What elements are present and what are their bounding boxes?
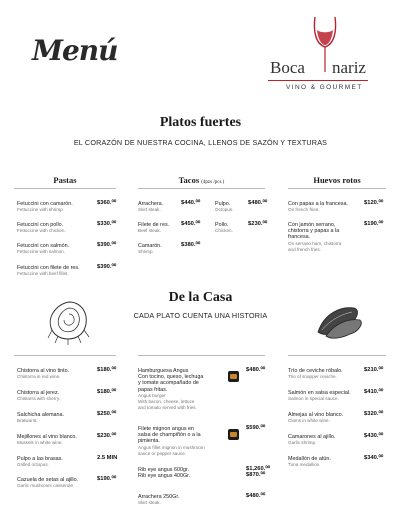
menu-item-price: $190.⁰⁰ xyxy=(364,221,384,227)
menu-item-name: Arrachera. xyxy=(138,201,164,207)
tacos-note: (4pzs /pcs.) xyxy=(201,180,225,185)
menu-item-description: Angus fillet mignon in mushroom sauce or pepper sauce. xyxy=(138,444,205,456)
menu-item xyxy=(288,201,348,213)
huevos-title: Huevos rotos xyxy=(313,175,361,185)
menu-item xyxy=(215,222,233,234)
menu-item-description: On french fries. xyxy=(288,207,320,213)
menu-item xyxy=(138,494,179,506)
brand-subtitle: VINO & GOURMET xyxy=(286,84,363,91)
menu-item-name: Chistorra al vino tinto. xyxy=(17,368,70,374)
platos-fuertes-subtitle: EL CORAZÓN DE NUESTRA COCINA, LLENOS DE SAZÓN Y TEXTURAS xyxy=(73,138,328,147)
menu-item-name: Con jamón serrano, chistorra y papas a la francesa. xyxy=(288,222,340,241)
menu-item-name: Cazuela de setas al ajillo. xyxy=(17,477,79,483)
menu-item-price: $480.⁰⁰ xyxy=(246,367,266,373)
tacos-label: Tacos xyxy=(178,175,200,185)
huevos-rule xyxy=(288,188,386,189)
menu-item-name: Filete de res. xyxy=(138,222,170,228)
menu-item-name: Camarón. xyxy=(138,243,162,249)
menu-item xyxy=(138,243,162,255)
menu-item-description: Chistorra in red wine. xyxy=(17,374,61,380)
menu-item-description: Fettuccine with salmon. xyxy=(17,249,65,255)
menu-item-name: Fetuccini con filete de res. xyxy=(17,265,80,271)
menu-item-price: $480.⁰⁰ xyxy=(248,200,268,206)
menu-item-price: $120.⁰⁰ xyxy=(364,200,384,206)
menu-item xyxy=(138,426,205,457)
menu-item xyxy=(138,201,163,213)
menu-item-name: Fetuccini con salmón. xyxy=(17,243,70,249)
menu-item xyxy=(17,477,78,489)
menu-item-description: Tuna medallion. xyxy=(288,462,321,468)
menu-item-description: Chistorra with sherry. xyxy=(17,396,61,402)
menu-item-description: Mussels in white wine. xyxy=(17,440,63,446)
menu-item xyxy=(138,467,190,479)
menu-item-price: $180.⁰⁰ xyxy=(97,367,117,373)
menu-item-name: Arrachera 250Gr. xyxy=(138,494,180,500)
pastas-title: Pastas xyxy=(53,175,77,185)
de-la-casa-subtitle: CADA PLATO CUENTA UNA HISTORIA xyxy=(133,311,268,320)
menu-item-name: Salchicha alemana. xyxy=(17,412,65,418)
menu-item-name: Filete mignon angus en salsa de champiñón o a la pimienta. xyxy=(138,426,201,445)
tacos-rule xyxy=(138,188,265,189)
menu-item xyxy=(288,390,351,402)
menu-item-description: Angus burger With bacon, cheese, lettuce and tomato served with fries. xyxy=(138,392,197,411)
menu-item-price: $480.⁰⁰ xyxy=(246,493,266,499)
menu-item xyxy=(288,456,331,468)
menu-item-description: Grilled octopus. xyxy=(17,462,49,468)
menu-item-description: Beef steak. xyxy=(138,228,161,234)
menu-item-description: Bratwurst. xyxy=(17,418,38,424)
menu-item-name: Pulpo a las brasas. xyxy=(17,456,63,462)
menu-item-description: Octopus. xyxy=(215,207,234,213)
menu-item-description: Garlic mushroom casserole. xyxy=(17,483,75,489)
menu-item xyxy=(17,456,63,468)
casa-right-rule xyxy=(288,355,386,356)
tacos-title xyxy=(138,175,265,185)
menu-item xyxy=(17,434,77,446)
menu-item-price: $250.⁰⁰ xyxy=(97,411,117,417)
angus-badge-icon xyxy=(228,371,239,382)
menu-item-price: 2.5 MIN xyxy=(97,455,118,461)
menu-item-description: Clams in white wine. xyxy=(288,418,330,424)
angus-badge-icon xyxy=(228,429,239,440)
menu-item-description: Fettuccine with beef fillet. xyxy=(17,271,69,277)
menu-item-description: Fettuccine with shrimp xyxy=(17,207,63,213)
platos-fuertes-title: Platos fuertes xyxy=(159,115,242,130)
seashell-icon xyxy=(44,298,94,346)
menu-item-name: Hamburguesa Angus Con tocino, queso, lechuga y tomate acompañado de papas fritas. xyxy=(138,368,204,393)
menu-item-price: $450.⁰⁰ xyxy=(181,221,201,227)
brand-left: Boca xyxy=(270,58,305,77)
menu-item xyxy=(17,368,69,380)
menu-item-name: Almejas al vino blanco. xyxy=(288,412,344,418)
menu-item xyxy=(17,243,69,255)
menu-item-price: $430.⁰⁰ xyxy=(364,433,384,439)
menu-item-price: $390.⁰⁰ xyxy=(97,264,117,270)
menu-item-name: Fetuccini con camarón. xyxy=(17,201,73,207)
brand-logo xyxy=(268,14,378,99)
menu-item-price: $330.⁰⁰ xyxy=(97,221,117,227)
menu-item-price: $360.⁰⁰ xyxy=(97,200,117,206)
menu-item-name: Pulpo. xyxy=(215,201,231,207)
menu-item-price: $410.⁰⁰ xyxy=(364,389,384,395)
menu-item xyxy=(138,222,169,234)
brand-divider xyxy=(268,80,368,81)
menu-item-name: Salmón en salsa especial. xyxy=(288,390,351,396)
menu-item-description: Trio of snapper ceviche. xyxy=(288,374,337,380)
menu-item-name: Medallón de atún. xyxy=(288,456,331,462)
menu-item-description: Salmon in special sauce. xyxy=(288,396,339,402)
menu-item-price: $210.⁰⁰ xyxy=(364,367,384,373)
menu-item-price: $230.⁰⁰ xyxy=(248,221,268,227)
menu-item xyxy=(17,412,64,424)
menu-item-price: $320.⁰⁰ xyxy=(364,411,384,417)
menu-item xyxy=(17,265,80,277)
menu-item-description: Chicken. xyxy=(215,228,233,234)
menu-item-price: $230.⁰⁰ xyxy=(97,433,117,439)
menu-item-description: Garlic shrimp. xyxy=(288,440,317,446)
menu-item-price: $590.⁰⁰ xyxy=(246,425,266,431)
menu-item-name: Mejillones al vino blanco. xyxy=(17,434,77,440)
menu-item xyxy=(138,368,203,411)
menu-item xyxy=(288,222,341,253)
menu-item-name: Rib eye angus 600gr. Rib eye angus 400Gr. xyxy=(138,467,191,480)
menu-item-price: $190.⁰⁰ xyxy=(97,476,117,482)
menu-item-description: On serrano ham, chistorra and french fries. xyxy=(288,240,342,252)
menu-item-description: Shrimp. xyxy=(138,249,154,255)
de-la-casa-title: De la Casa xyxy=(168,290,233,305)
menu-item-name: Camarones al ajillo. xyxy=(288,434,336,440)
menu-item xyxy=(215,201,233,213)
mussels-icon xyxy=(314,302,366,340)
menu-item-price: $340.⁰⁰ xyxy=(364,455,384,461)
menu-item-description: Fettuccine with chicken. xyxy=(17,228,66,234)
menu-item-price: $390.⁰⁰ xyxy=(97,242,117,248)
pastas-rule xyxy=(14,188,116,189)
menu-item xyxy=(17,390,60,402)
casa-middle-rule xyxy=(138,355,265,356)
menu-item-price: $440.⁰⁰ xyxy=(181,200,201,206)
menu-item xyxy=(288,368,343,380)
menu-item-price: $180.⁰⁰ xyxy=(97,389,117,395)
menu-item-name: Pollo. xyxy=(215,222,229,228)
menu-item-description: Skirt steak. xyxy=(138,207,161,213)
menu-item-description: Skirt steak. xyxy=(138,500,161,506)
menu-item xyxy=(288,412,343,424)
menu-item xyxy=(17,201,73,213)
menu-item-name: Chistorra al jerez. xyxy=(17,390,60,396)
menu-item xyxy=(17,222,66,234)
menu-item-name: Trío de ceviche róbalo. xyxy=(288,368,343,374)
menu-title: Menú xyxy=(32,34,118,67)
brand-right: nariz xyxy=(332,58,366,77)
menu-item-price: $380.⁰⁰ xyxy=(181,242,201,248)
casa-left-rule xyxy=(14,355,116,356)
menu-item-price: $1,260.⁰⁰ $870.⁰⁰ xyxy=(246,466,270,478)
menu-item xyxy=(288,434,335,446)
menu-item-name: Con papas a la francesa. xyxy=(288,201,348,207)
menu-item-name: Fetuccini con pollo. xyxy=(17,222,64,228)
